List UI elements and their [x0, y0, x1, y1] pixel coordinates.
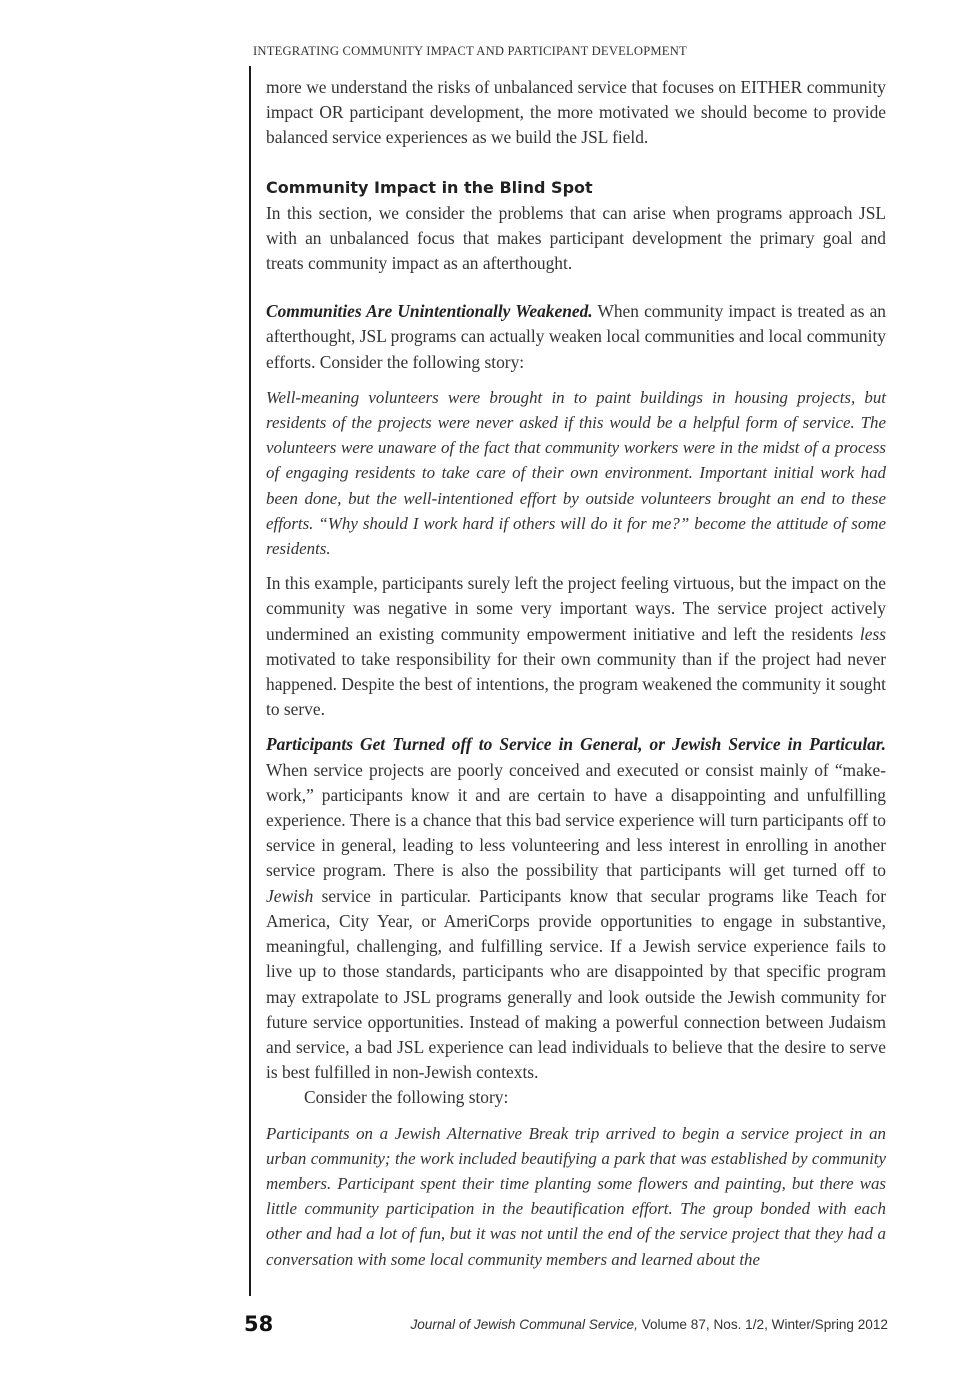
subsection-1-heading: Communities Are Unintentionally Weakened. [266, 301, 593, 322]
subsection-2-paragraph [266, 732, 886, 1085]
subsection-1-text: When community impact is treated as an afterthought, JSL programs can actually weaken local communities and local community efforts. Consider the following story: [266, 301, 886, 372]
story-2-quote: Participants on a Jewish Alternative Break trip arrived to begin a service project in an urban community; the work included beautifying a park that was established by community members. Participant spent their time planting some flowers and painting, but there was little community participation in the beautification effort. The group bonded with each other and had a lot of fun, but it was not until the end of the service project that they had a conversation with some local community members and learned about the [266, 1123, 886, 1269]
consider-line: Consider the following story: [304, 1087, 509, 1108]
margin-rule [249, 66, 251, 1296]
page-number: 58 [244, 1312, 274, 1336]
analysis-paragraph [266, 571, 886, 722]
analysis-text-part-2: motivated to take responsibility for their own community than if the project had never happened. Despite the best of intentions, the program weakened the community it sought to serve. [266, 648, 886, 720]
analysis-emphasis: less [859, 623, 886, 644]
subsection-2-text-part-1: When service projects are poorly conceived and executed or consist mainly of “make-work,” participants know it and are certain to have a disappointing and unfulfilling experience. There is a chance that this bad service experience will turn participants off to service in general, leading to less volunteering and less interest in enrolling in another service program. There is also the possibility that participants will get turned off to [266, 759, 886, 881]
analysis-text-part-1: In this example, participants surely left the project feeling virtuous, but the impact on the community was negative in some very important ways. The service project actively undermined an existing community empowerment initiative and left the residents [266, 573, 886, 644]
section-intro-paragraph: In this section, we consider the problems that can arise when programs approach JSL with an unbalanced focus that makes participant development the primary goal and treats community impact as an afterthought. [266, 202, 886, 274]
subsection-2-heading: Participants Get Turned off to Service in General, or Jewish Service in Particular. [266, 734, 886, 755]
subsection-2-text-part-2: service in particular. Participants know that secular programs like Teach for America, City Year, or AmeriCorps provide opportunities to engage in substantive, meaningful, challenging, and fulfilling service. If a Jewish service experience fails to live up to those standards, participants who are disappointed by that specific program may extrapolate to JSL programs generally and look outside the Jewish community for future service opportunities. Instead of making a powerful connection between Judaism and service, a bad JSL experience can lead individuals to believe that the desire to serve is best fulfilled in non-Jewish contexts. [266, 885, 886, 1083]
article-body [266, 75, 886, 1272]
section-heading: Community Impact in the Blind Spot [266, 177, 593, 197]
intro-paragraph: more we understand the risks of unbalanced service that focuses on EITHER community impact OR participant development, the more motivated we should become to provide balanced service experiences as we build the JSL field. [266, 77, 886, 148]
story-1-quote: Well-meaning volunteers were brought in to paint buildings in housing projects, but residents of the projects were never asked if this would be a helpful form of service. The volunteers were unaware of the fact that community workers were in the midst of a process of engaging residents to take care of their own environment. Important initial work had been done, but the well-intentioned effort by outside volunteers brought an end to these efforts. “Why should I work hard if others will do it for me?” become the attitude of some residents. [266, 387, 886, 559]
running-head: INTEGRATING COMMUNITY IMPACT AND PARTICIPANT DEVELOPMENT [253, 44, 687, 58]
subsection-1-paragraph [266, 299, 886, 375]
page-footer [244, 1312, 888, 1342]
journal-details: Volume 87, Nos. 1/2, Winter/Spring 2012 [637, 1317, 888, 1332]
journal-name: Journal of Jewish Communal Service, [410, 1317, 638, 1332]
subsection-2-emphasis: Jewish [266, 885, 314, 906]
journal-citation [410, 1317, 888, 1332]
